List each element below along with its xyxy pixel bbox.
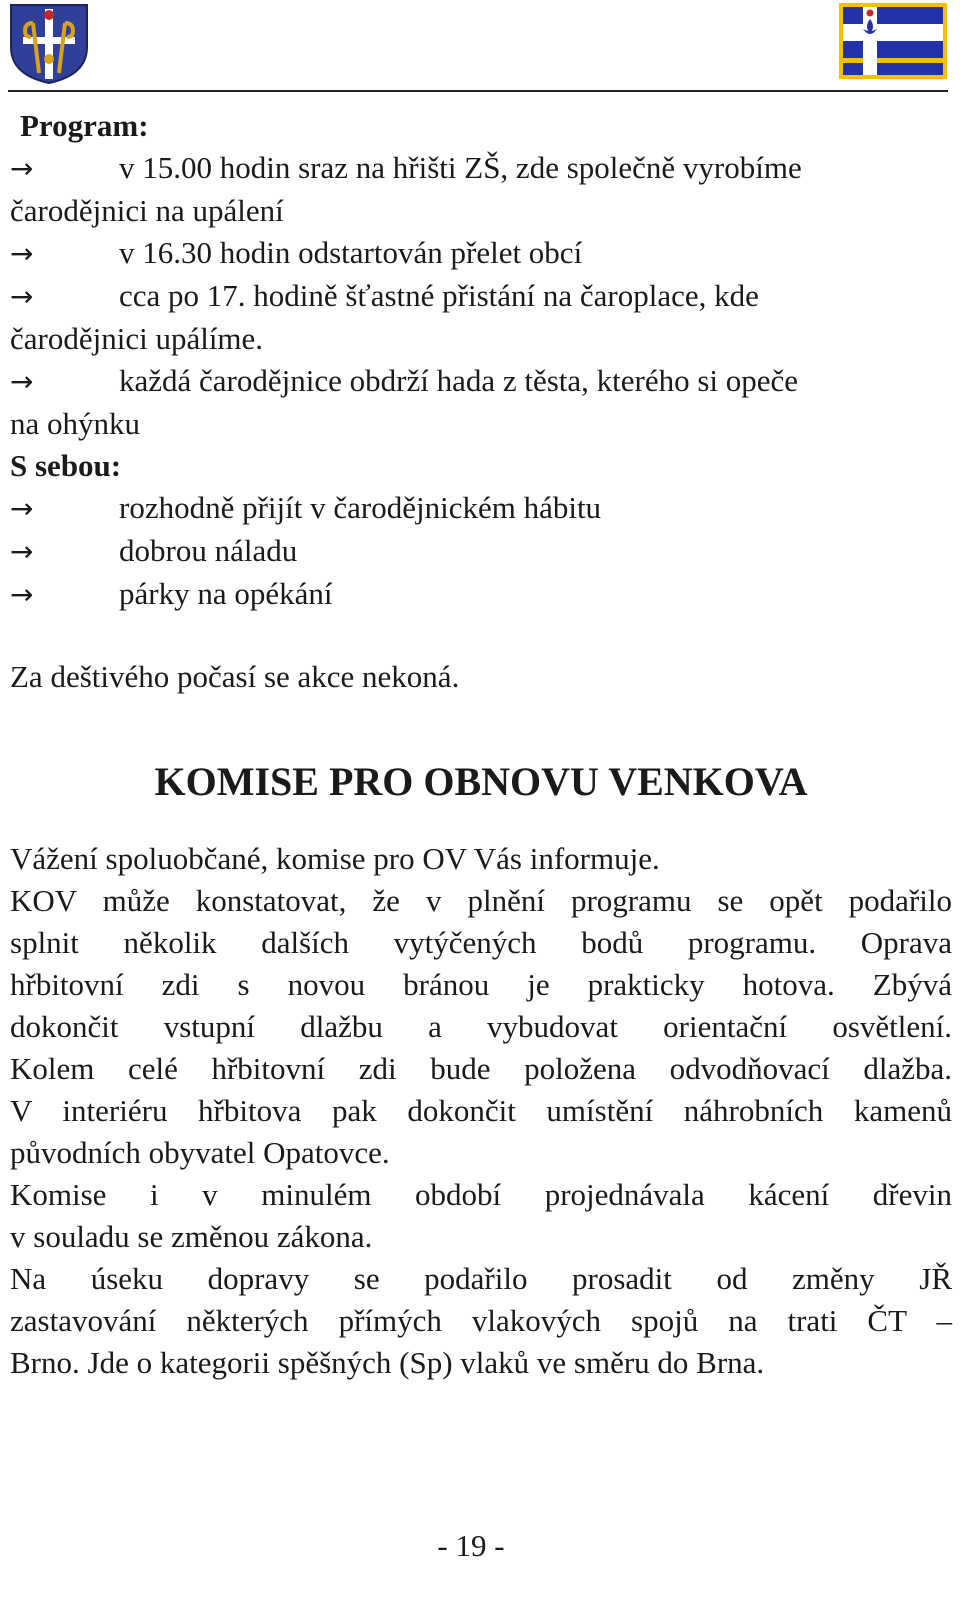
bring-list: [10, 487, 952, 616]
arrow-icon: →: [10, 492, 34, 525]
list-item: [10, 573, 952, 616]
program-list: [10, 147, 952, 445]
paragraph-line: Na úseku dopravy se podařilo prosadit od změny JŘ: [10, 1261, 952, 1296]
arrow-icon: →: [10, 365, 34, 398]
list-item-text: v 16.30 hodin odstartován přelet obcí: [119, 235, 583, 270]
list-item-text: každá čarodějnice obdrží hada z těsta, kterého si opeče: [119, 363, 799, 398]
kov-paragraph-2: [10, 1174, 952, 1258]
paragraph-line: v souladu se změnou zákona.: [10, 1219, 373, 1254]
arrow-icon: →: [10, 237, 34, 270]
section-title: KOMISE PRO OBNOVU VENKOVA: [154, 759, 808, 804]
page-number: - 19 -: [437, 1528, 505, 1563]
paragraph-line: KOV může konstatovat, že v plnění programu se opět podařilo: [10, 883, 952, 918]
arrow-icon: →: [10, 280, 34, 313]
bring-heading: S sebou:: [10, 448, 122, 483]
header-divider: [8, 90, 948, 92]
list-item: [10, 275, 952, 360]
paragraph-line: zastavování některých přímých vlakových spojů na trati ČT –: [10, 1303, 952, 1338]
kov-intro: Vážení spoluobčané, komise pro OV Vás informuje.: [10, 841, 660, 876]
list-item-continuation: čarodějnici na upálení: [10, 193, 284, 228]
paragraph-line: Brno. Jde o kategorii spěšných (Sp) vlaků ve směru do Brna.: [10, 1345, 765, 1380]
list-item-text: dobrou náladu: [119, 533, 298, 568]
kov-section: [10, 838, 952, 1384]
kov-paragraph-1: [10, 880, 952, 1174]
arrow-icon: →: [10, 535, 34, 568]
flag-icon: [839, 3, 947, 79]
list-item: [10, 147, 952, 232]
program-heading: Program:: [20, 108, 149, 143]
list-item-continuation: čarodějnici upálíme.: [10, 321, 264, 356]
coat-of-arms-icon: [9, 3, 89, 85]
list-item: [10, 360, 952, 445]
paragraph-line: původních obyvatel Opatovce.: [10, 1135, 390, 1170]
list-item-text: v 15.00 hodin sraz na hřišti ZŠ, zde společně vyrobíme: [119, 150, 802, 185]
paragraph-line: Kolem celé hřbitovní zdi bude položena odvodňovací dlažba.: [10, 1051, 952, 1086]
list-item: [10, 487, 952, 530]
arrow-icon: →: [10, 152, 34, 185]
list-item-continuation: na ohýnku: [10, 406, 141, 441]
arrow-icon: →: [10, 578, 34, 611]
list-item: [10, 530, 952, 573]
kov-paragraph-3: [10, 1258, 952, 1384]
list-item: [10, 232, 952, 275]
list-item-text: párky na opékání: [119, 576, 333, 611]
paragraph-line: V interiéru hřbitova pak dokončit umístění náhrobních kamenů: [10, 1093, 952, 1128]
page-header: [0, 0, 960, 95]
paragraph-line: hřbitovní zdi s novou bránou je prakticky hotova. Zbývá: [10, 967, 952, 1002]
list-item-text: rozhodně přijít v čarodějnickém hábitu: [119, 490, 602, 525]
paragraph-line: dokončit vstupní dlažbu a vybudovat orientační osvětlení.: [10, 1009, 952, 1044]
paragraph-line: Komise i v minulém období projednávala kácení dřevin: [10, 1177, 952, 1212]
rain-note: Za deštivého počasí se akce nekoná.: [10, 659, 460, 694]
list-item-text: cca po 17. hodině šťastné přistání na čaroplace, kde: [119, 278, 759, 313]
paragraph-line: splnit několik dalších vytýčených bodů programu. Oprava: [10, 925, 952, 960]
spacer: [10, 616, 952, 656]
page-content: [10, 105, 952, 1384]
